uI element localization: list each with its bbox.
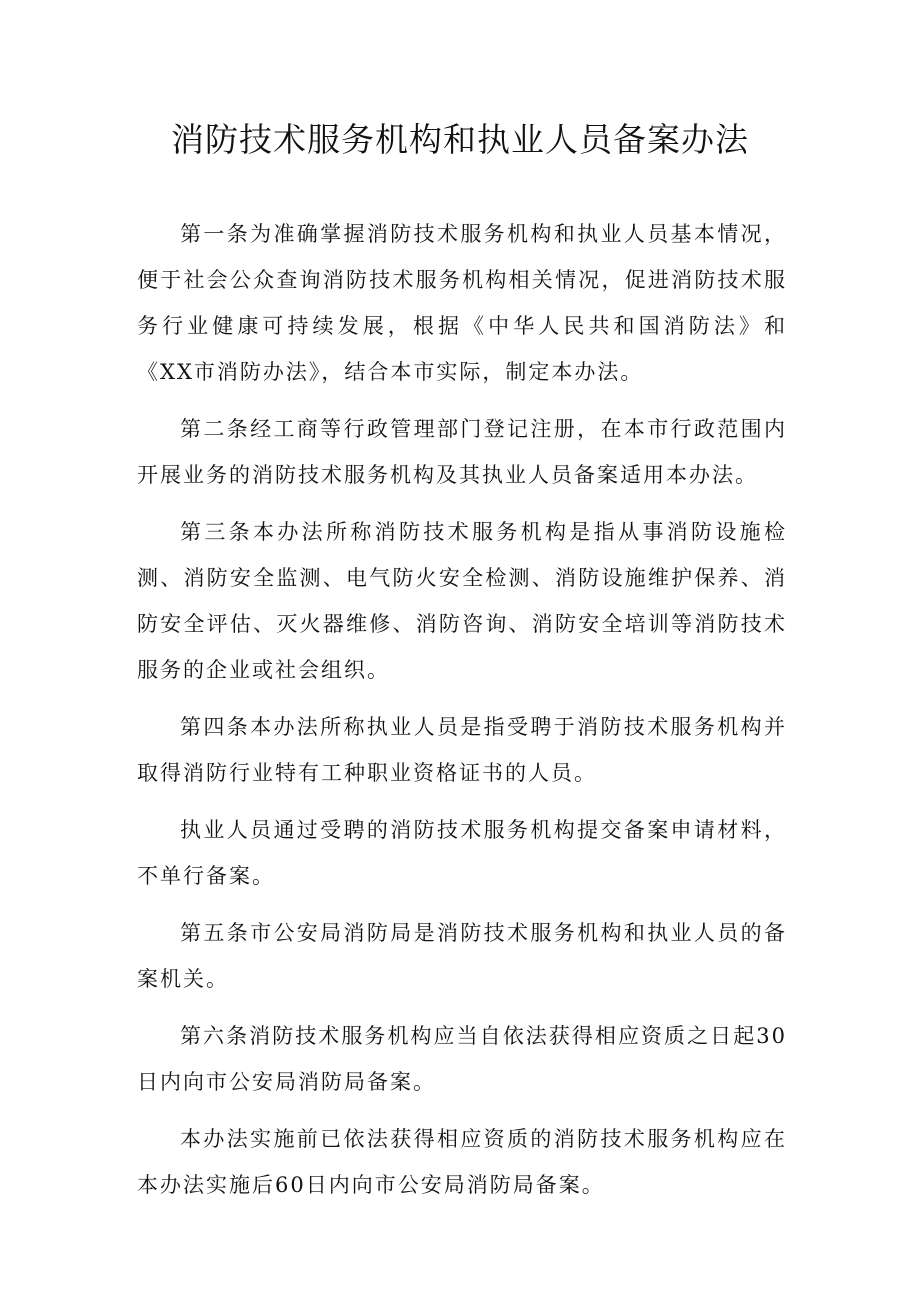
document-body: [137, 211, 787, 1219]
article-1-paragraph: 第一条为准确掌握消防技术服务机构和执业人员基本情况，便于社会公众查询消防技术服务机构相关情况，促进消防技术服务行业健康可持续发展，根据《中华人民共和国消防法》和《XX市消防办法》，结合本市实际，制定本办法。: [137, 222, 787, 384]
article-6-note-paragraph: 本办法实施前已依法获得相应资质的消防技术服务机构应在本办法实施后60日内向市公安局消防局备案。: [137, 1127, 787, 1197]
document-title: 消防技术服务机构和执业人员备案办法: [171, 120, 749, 159]
article-6-paragraph: 第六条消防技术服务机构应当自依法获得相应资质之日起30日内向市公安局消防局备案。: [137, 1024, 787, 1094]
article-5-paragraph: 第五条市公安局消防局是消防技术服务机构和执业人员的备案机关。: [137, 921, 787, 991]
article-4-note-paragraph: 执业人员通过受聘的消防技术服务机构提交备案申请材料，不单行备案。: [137, 818, 787, 888]
article-3-paragraph: 第三条本办法所称消防技术服务机构是指从事消防设施检测、消防安全监测、电气防火安全检测、消防设施维护保养、消防安全评估、灭火器维修、消防咨询、消防安全培训等消防技术服务的企业或社会组织。: [137, 520, 787, 682]
article-2-paragraph: 第二条经工商等行政管理部门登记注册，在本市行政范围内开展业务的消防技术服务机构及其执业人员备案适用本办法。: [137, 417, 787, 487]
article-4-paragraph: 第四条本办法所称执业人员是指受聘于消防技术服务机构并取得消防行业特有工种职业资格证书的人员。: [137, 715, 787, 785]
